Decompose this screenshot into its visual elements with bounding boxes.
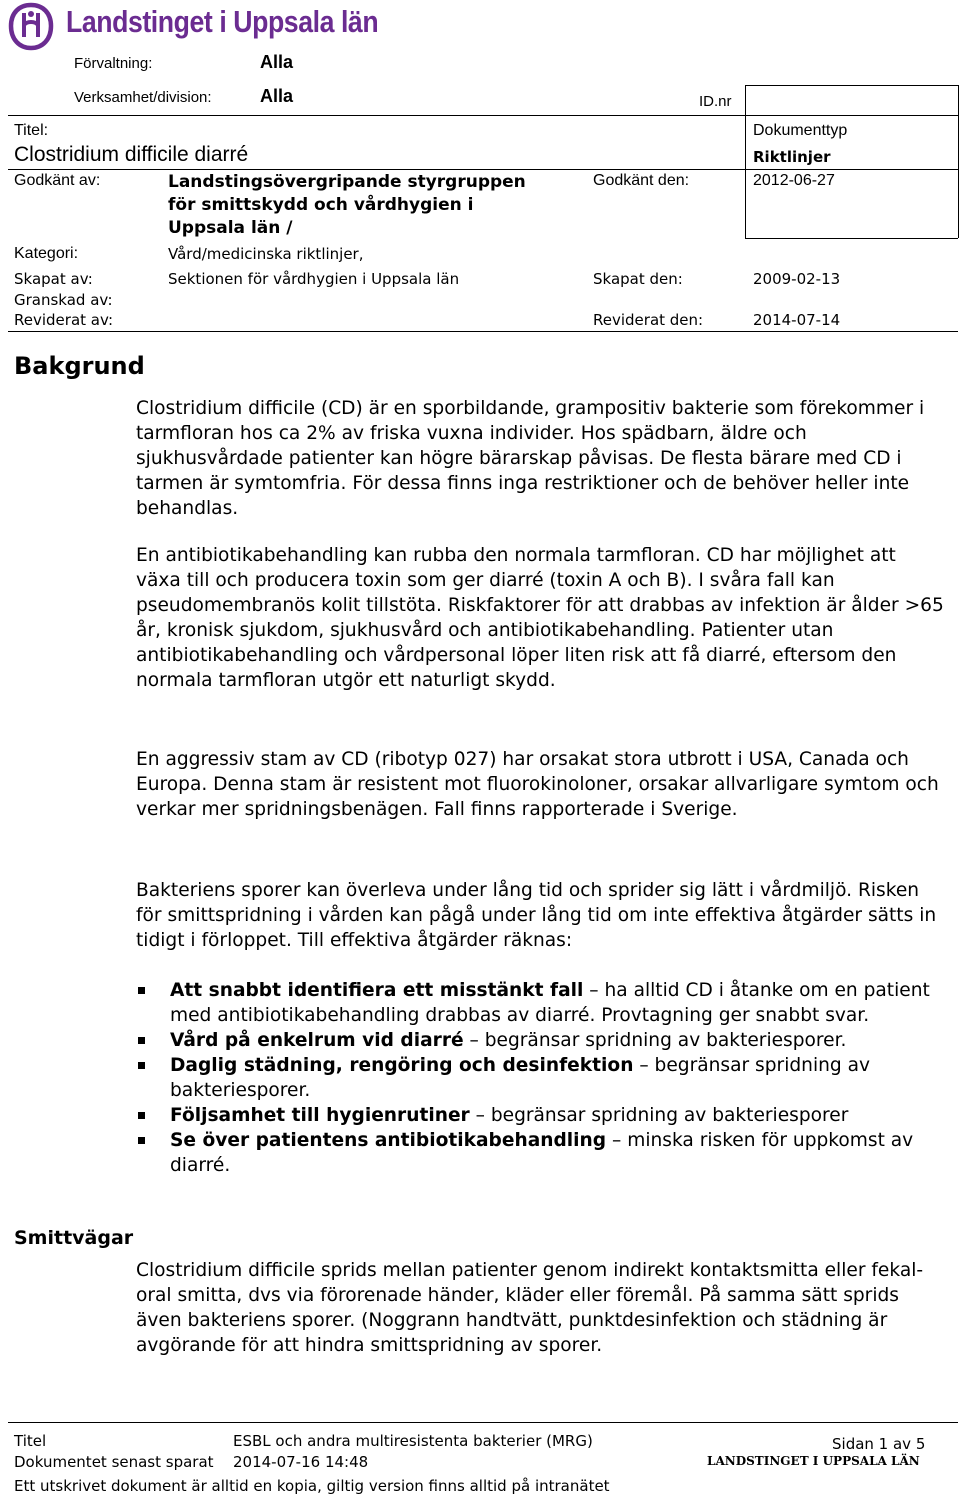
- list-item-title: Att snabbt identifiera ett misstänkt fall: [170, 980, 584, 1001]
- table-rule: [745, 85, 746, 238]
- skapat-av-value: Sektionen för vårdhygien i Uppsala län: [168, 270, 460, 288]
- footer-rule: [8, 1422, 958, 1423]
- id-label: ID.nr: [699, 93, 732, 110]
- paragraph-text: Clostridium difficile (CD) är en sporbildande, grampositiv bakterie som förekommer i tarmfloran hos ca 2% av friska vuxna individer. Hos spädbarn, äldre och sjukhusvårdade patienter kan högre bärarskap påvisas. De flesta bärare med CD i tarmen är symtomfria. För dessa finns inga restriktioner och de behöver heller inte behandlas.: [136, 398, 925, 519]
- godkant-av-line2: för smittskydd och vårdhygien i: [168, 195, 474, 215]
- skapat-den-label: Skapat den:: [593, 270, 683, 288]
- granskad-av-label: Granskad av:: [14, 291, 113, 309]
- list-item-title: Följsamhet till hygienrutiner: [170, 1105, 470, 1126]
- paragraph-text: Bakteriens sporer kan överleva under lång tid och sprider sig lätt i vårdmiljö. Risken för smittspridning i vården kan pågå under lång tid om inte effektiva åtgärder sätts in tidigt i förloppet. Till effektiva åtgärder räknas:: [136, 880, 937, 951]
- landsting-logo-icon: [6, 2, 56, 52]
- list-item-text: – ha alltid CD i åtanke om en patient med antibiotikabehandling drabbas av diarré. Provtagning ger snabbt svar.: [170, 980, 930, 1026]
- reviderat-den-value: 2014-07-14: [753, 311, 841, 329]
- footer-titel-value: ESBL och andra multiresistenta bakterier (MRG): [233, 1432, 593, 1450]
- list-item-title: Daglig städning, rengöring och desinfektion: [170, 1055, 634, 1076]
- list-item: [136, 978, 948, 1028]
- paragraph-ribotype: [136, 747, 946, 822]
- bullet-square-icon: [138, 1112, 145, 1119]
- table-rule: [745, 85, 958, 86]
- forvaltning-label: Förvaltning:: [74, 55, 153, 72]
- skapat-av-label: Skapat av:: [14, 270, 93, 288]
- table-rule: [958, 85, 959, 238]
- section-heading-bakgrund: Bakgrund: [14, 352, 145, 380]
- paragraph-spores: [136, 878, 946, 953]
- reviderat-av-label: Reviderat av:: [14, 311, 114, 329]
- godkant-den-label: Godkänt den:: [593, 172, 690, 189]
- paragraph-antibiotics: [136, 543, 946, 693]
- verksamhet-value: Alla: [260, 86, 294, 106]
- list-item-title: Vård på enkelrum vid diarré: [170, 1030, 464, 1051]
- kategori-value: Vård/medicinska riktlinjer,: [168, 245, 364, 263]
- bullet-square-icon: [138, 1137, 145, 1144]
- bullet-square-icon: [138, 1037, 145, 1044]
- godkant-av-line1: Landstingsövergripande styrgruppen: [168, 172, 526, 192]
- table-rule: [745, 238, 958, 239]
- footer-org-name: LANDSTINGET I UPPSALA LÄN: [707, 1454, 920, 1468]
- reviderat-den-label: Reviderat den:: [593, 311, 704, 329]
- skapat-den-value: 2009-02-13: [753, 270, 841, 288]
- list-item: [136, 1103, 948, 1128]
- bullet-square-icon: [138, 987, 145, 994]
- table-rule: [8, 169, 958, 170]
- forvaltning-value: Alla: [260, 52, 294, 72]
- doctype-value: Riktlinjer: [753, 148, 831, 166]
- verksamhet-label: Verksamhet/division:: [74, 89, 212, 106]
- table-rule: [8, 331, 958, 332]
- paragraph-intro: [136, 396, 946, 521]
- godkant-av-label: Godkänt av:: [14, 172, 101, 189]
- page-number: Sidan 1 av 5: [832, 1435, 926, 1453]
- paragraph-text: En antibiotikabehandling kan rubba den normala tarmfloran. CD har möjlighet att växa till och producera toxin som ger diarré (toxin A och B). I svåra fall kan pseudomembranös kolit tillstöta. Riskfaktorer för att drabbas av infektion är ålder >65 år, kronisk sjukdom, sjukhusvård och antibiotikabehandling. Patienter utan antibiotikabehandling och vårdpersonal löper liten risk att få diarré, eftersom den normala tarmfloran utgör ett naturligt skydd.: [136, 545, 944, 691]
- table-rule: [8, 115, 958, 116]
- list-item-text: – begränsar spridning av bakteriesporer.: [463, 1030, 847, 1051]
- footer-saved-label: Dokumentet senast sparat: [14, 1453, 214, 1471]
- list-item-text: – begränsar spridning av bakteriesporer.: [170, 1055, 871, 1101]
- paragraph-text: Clostridium difficile sprids mellan patienter genom indirekt kontaktsmitta eller fekal-oral smitta, dvs via förorenade händer, kläder eller föremål. På samma sätt sprids även bakteriens sporer. (Noggrann handtvätt, punktdesinfektion och städning är avgörande för att hindra smittspridning av sporer.: [136, 1260, 924, 1356]
- org-name: Landstinget i Uppsala län: [66, 4, 379, 39]
- footer-titel-label: Titel: [14, 1432, 47, 1450]
- kategori-label: Kategori:: [14, 245, 79, 262]
- list-item-text: – minska risken för uppkomst av diarré.: [170, 1130, 914, 1176]
- list-item: [136, 1128, 948, 1178]
- titel-label: Titel:: [14, 122, 49, 139]
- footer-saved-value: 2014-07-16 14:48: [233, 1453, 369, 1471]
- doctype-label: Dokumenttyp: [753, 122, 848, 139]
- list-item-text: – begränsar spridning av bakteriesporer: [469, 1105, 849, 1126]
- list-item-title: Se över patientens antibiotikabehandling: [170, 1130, 607, 1151]
- footer-notice: Ett utskrivet dokument är alltid en kopia, giltig version finns alltid på intranätet: [14, 1477, 610, 1495]
- godkant-den-value: 2012-06-27: [753, 172, 835, 189]
- document-title: Clostridium difficile diarré: [14, 143, 249, 166]
- paragraph-text: En aggressiv stam av CD (ribotyp 027) har orsakat stora utbrott i USA, Canada och Europa. Denna stam är resistent mot fluorokinoloner, orsakar allvarligare symtom och verkar mer spridningsbenägen. Fall finns rapporterade i Sverige.: [136, 749, 939, 820]
- paragraph-transmission: [136, 1258, 946, 1358]
- measures-list: [136, 978, 948, 1178]
- bullet-square-icon: [138, 1062, 145, 1069]
- section-heading-smittvagar: Smittvägar: [14, 1227, 134, 1249]
- godkant-av-line3: Uppsala län /: [168, 218, 293, 238]
- list-item: [136, 1028, 948, 1053]
- list-item: [136, 1053, 948, 1103]
